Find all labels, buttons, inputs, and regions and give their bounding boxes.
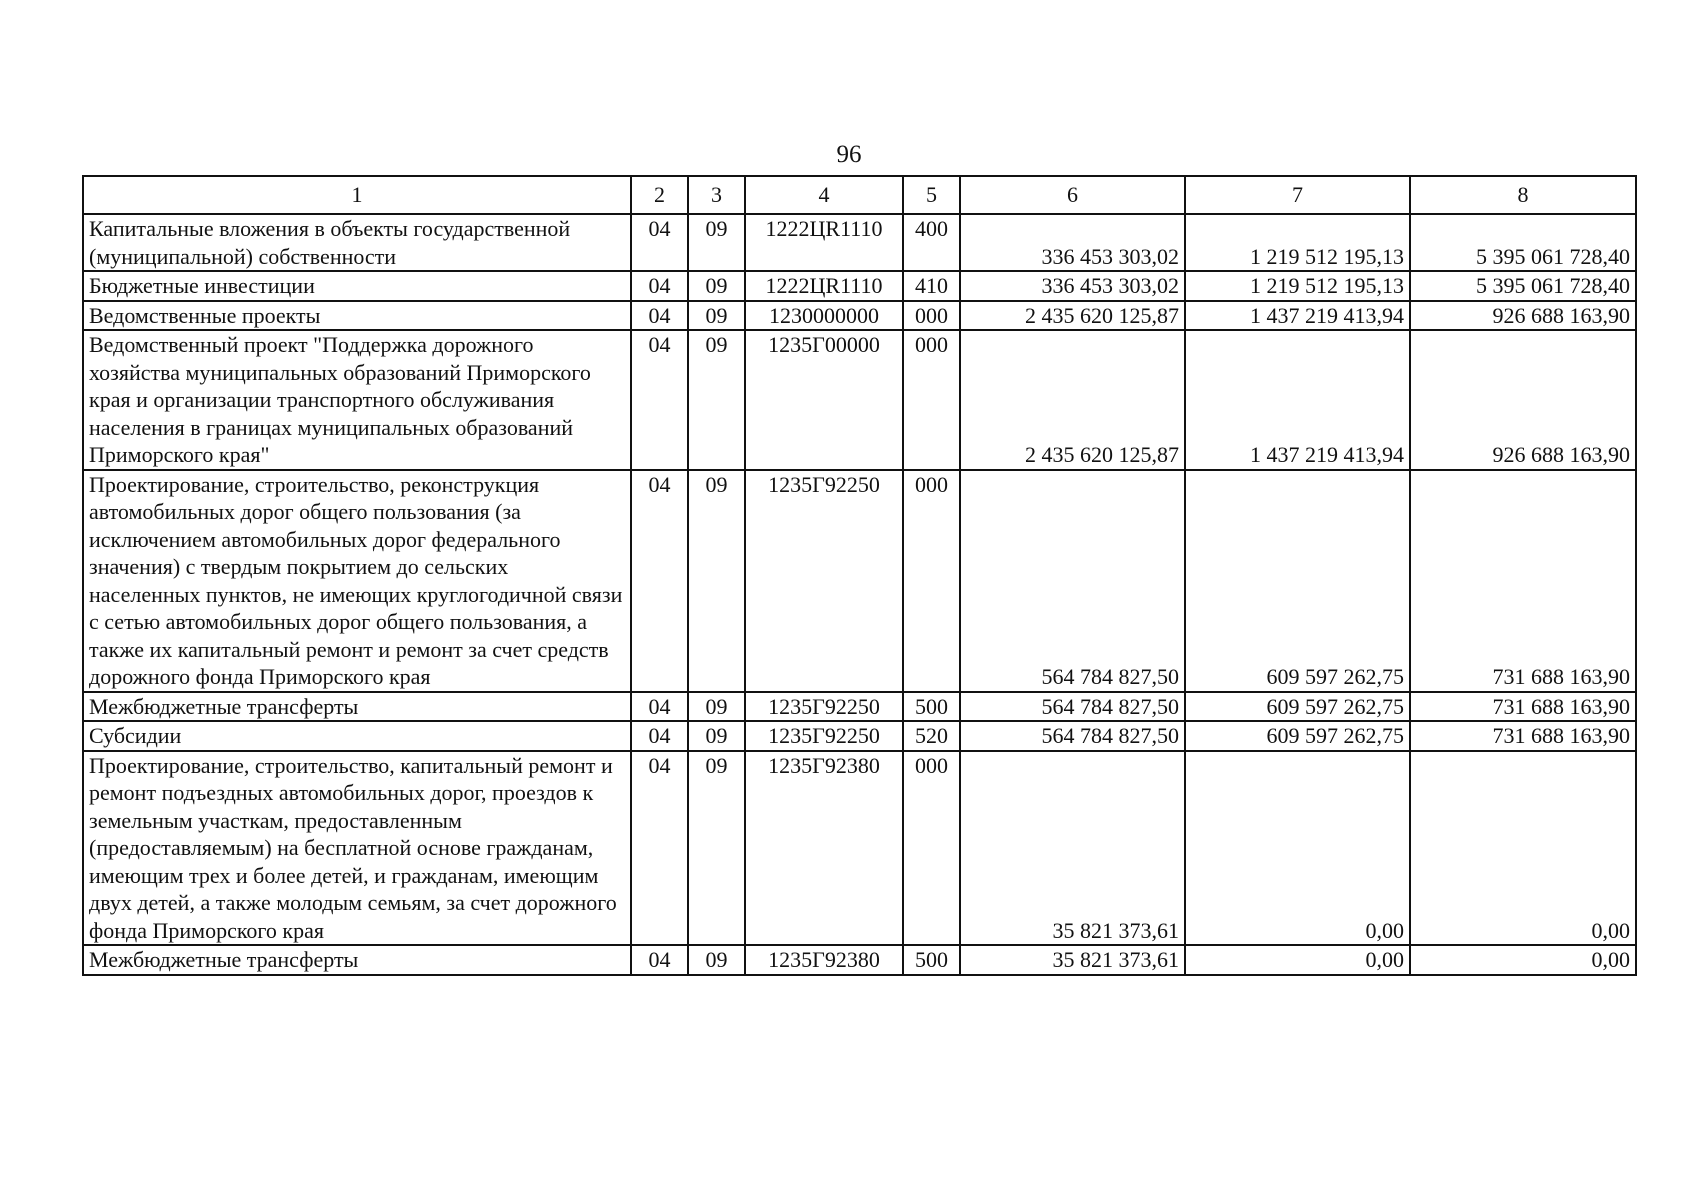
header-cell-6: 6 <box>960 176 1185 214</box>
budget-table <box>82 175 1637 976</box>
row-amount-col7: 609 597 262,75 <box>1185 721 1410 751</box>
row-amount-col6: 564 784 827,50 <box>960 721 1185 751</box>
row-name: Капитальные вложения в объекты государственной (муниципальной) собственности <box>83 214 631 271</box>
table-row <box>83 470 1636 692</box>
row-target-article: 1222ЦR1110 <box>745 271 903 301</box>
header-cell-7: 7 <box>1185 176 1410 214</box>
page-number: 96 <box>836 141 862 168</box>
row-subsection: 09 <box>688 721 745 751</box>
row-subsection: 09 <box>688 945 745 975</box>
row-target-article: 1235Г92250 <box>745 692 903 722</box>
table-row <box>83 721 1636 751</box>
row-section: 04 <box>631 214 688 271</box>
table-row <box>83 330 1636 470</box>
row-section: 04 <box>631 721 688 751</box>
row-amount-col6: 564 784 827,50 <box>960 692 1185 722</box>
row-amount-col8: 731 688 163,90 <box>1410 470 1636 692</box>
row-amount-col8: 731 688 163,90 <box>1410 721 1636 751</box>
row-section: 04 <box>631 470 688 692</box>
row-subsection: 09 <box>688 692 745 722</box>
row-subsection: 09 <box>688 470 745 692</box>
row-target-article: 1235Г92250 <box>745 721 903 751</box>
row-expense-type: 500 <box>903 692 960 722</box>
row-target-article: 1235Г00000 <box>745 330 903 470</box>
row-section: 04 <box>631 692 688 722</box>
row-name: Проектирование, строительство, капитальный ремонт и ремонт подъездных автомобильных дорог, проездов к земельным участкам, предоставленным (предоставляемым) на бесплатной основе гражданам, имеющим трех и более детей, и гражданам, имеющим двух детей, а также молодым семьям, за счет дорожного фонда Приморского края <box>83 751 631 946</box>
row-expense-type: 410 <box>903 271 960 301</box>
row-name: Межбюджетные трансферты <box>83 692 631 722</box>
table-row <box>83 214 1636 271</box>
row-amount-col7: 1 437 219 413,94 <box>1185 301 1410 331</box>
row-subsection: 09 <box>688 271 745 301</box>
row-amount-col7: 609 597 262,75 <box>1185 692 1410 722</box>
row-section: 04 <box>631 330 688 470</box>
row-expense-type: 400 <box>903 214 960 271</box>
row-expense-type: 000 <box>903 301 960 331</box>
row-expense-type: 000 <box>903 330 960 470</box>
row-name: Проектирование, строительство, реконструкция автомобильных дорог общего пользования (за исключением автомобильных дорог федерального значения) с твердым покрытием до сельских населенных пунктов, не имеющих круглогодичной связи с сетью автомобильных дорог общего пользования, а также их капитальный ремонт и ремонт за счет средств дорожного фонда Приморского края <box>83 470 631 692</box>
row-target-article: 1235Г92250 <box>745 470 903 692</box>
row-name: Субсидии <box>83 721 631 751</box>
header-row <box>83 176 1636 214</box>
row-name: Ведомственный проект "Поддержка дорожного хозяйства муниципальных образований Приморского края и организации транспортного обслуживания населения в границах муниципальных образований Приморского края" <box>83 330 631 470</box>
row-amount-col7: 1 219 512 195,13 <box>1185 271 1410 301</box>
row-amount-col8: 926 688 163,90 <box>1410 301 1636 331</box>
row-section: 04 <box>631 301 688 331</box>
row-amount-col6: 336 453 303,02 <box>960 271 1185 301</box>
row-amount-col8: 5 395 061 728,40 <box>1410 214 1636 271</box>
table-row <box>83 271 1636 301</box>
row-amount-col6: 35 821 373,61 <box>960 945 1185 975</box>
row-amount-col6: 336 453 303,02 <box>960 214 1185 271</box>
row-amount-col6: 564 784 827,50 <box>960 470 1185 692</box>
row-amount-col7: 0,00 <box>1185 945 1410 975</box>
header-cell-5: 5 <box>903 176 960 214</box>
header-cell-8: 8 <box>1410 176 1636 214</box>
row-section: 04 <box>631 271 688 301</box>
row-amount-col6: 2 435 620 125,87 <box>960 301 1185 331</box>
row-expense-type: 520 <box>903 721 960 751</box>
header-cell-4: 4 <box>745 176 903 214</box>
table-row <box>83 301 1636 331</box>
row-section: 04 <box>631 945 688 975</box>
row-amount-col6: 35 821 373,61 <box>960 751 1185 946</box>
row-expense-type: 000 <box>903 470 960 692</box>
header-cell-1: 1 <box>83 176 631 214</box>
row-target-article: 1222ЦR1110 <box>745 214 903 271</box>
row-amount-col7: 1 219 512 195,13 <box>1185 214 1410 271</box>
row-amount-col7: 1 437 219 413,94 <box>1185 330 1410 470</box>
row-amount-col8: 5 395 061 728,40 <box>1410 271 1636 301</box>
row-expense-type: 000 <box>903 751 960 946</box>
header-cell-3: 3 <box>688 176 745 214</box>
row-name: Бюджетные инвестиции <box>83 271 631 301</box>
row-amount-col7: 609 597 262,75 <box>1185 470 1410 692</box>
row-subsection: 09 <box>688 330 745 470</box>
row-expense-type: 500 <box>903 945 960 975</box>
row-amount-col7: 0,00 <box>1185 751 1410 946</box>
table-row <box>83 945 1636 975</box>
row-name: Межбюджетные трансферты <box>83 945 631 975</box>
row-target-article: 1235Г92380 <box>745 751 903 946</box>
table-row <box>83 751 1636 946</box>
row-amount-col8: 0,00 <box>1410 945 1636 975</box>
row-subsection: 09 <box>688 301 745 331</box>
row-subsection: 09 <box>688 751 745 946</box>
row-amount-col8: 731 688 163,90 <box>1410 692 1636 722</box>
row-target-article: 1230000000 <box>745 301 903 331</box>
row-amount-col8: 0,00 <box>1410 751 1636 946</box>
row-target-article: 1235Г92380 <box>745 945 903 975</box>
row-section: 04 <box>631 751 688 946</box>
table-row <box>83 692 1636 722</box>
header-cell-2: 2 <box>631 176 688 214</box>
row-name: Ведомственные проекты <box>83 301 631 331</box>
row-amount-col6: 2 435 620 125,87 <box>960 330 1185 470</box>
row-amount-col8: 926 688 163,90 <box>1410 330 1636 470</box>
row-subsection: 09 <box>688 214 745 271</box>
